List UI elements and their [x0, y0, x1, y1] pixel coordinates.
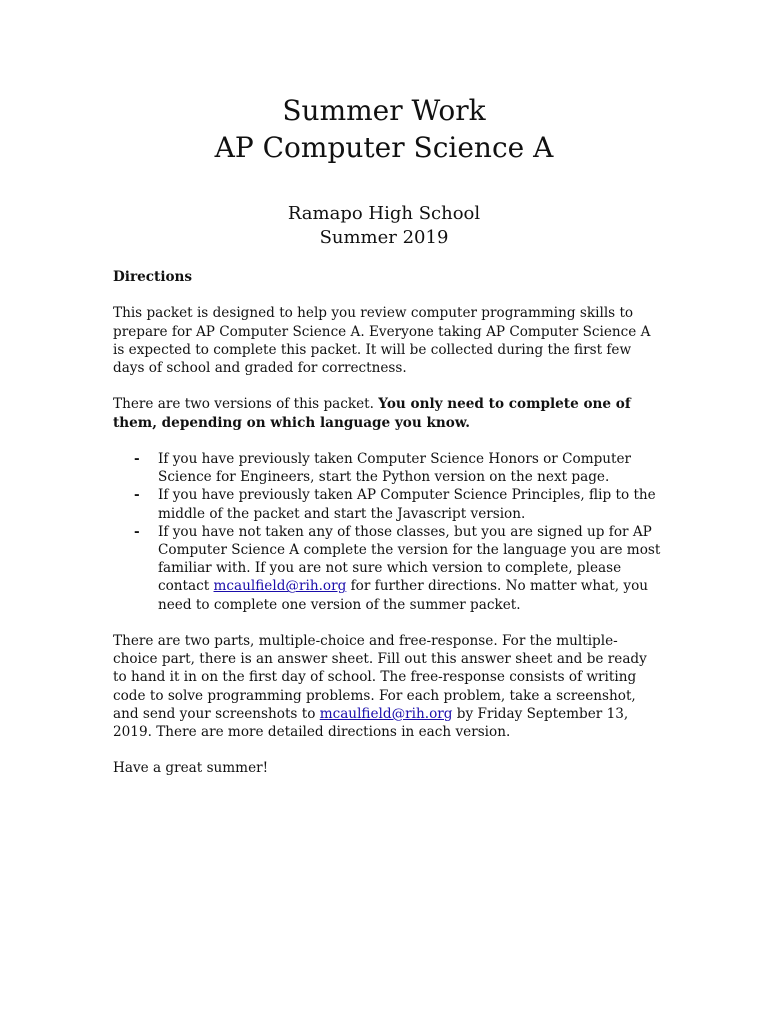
versions-bold-text: You only need to complete one of them, depending on which language you know.: [113, 396, 631, 431]
versions-paragraph: [113, 395, 661, 431]
term: Summer 2019: [319, 227, 449, 248]
school-name: Ramapo High School: [287, 203, 481, 224]
email-link[interactable]: mcaulfield@rih.org: [319, 705, 453, 722]
bullet-dash: -: [134, 523, 140, 540]
bullet-dash: -: [134, 487, 140, 504]
bullet-list: [113, 450, 661, 614]
title-line-1: Summer Work: [282, 94, 486, 127]
bullet-text-after: for further directions. No matter what, you need to complete one version of the summer packet.: [158, 578, 649, 613]
bullet-text-before: If you have not taken any of those classes, but you are signed up for AP Computer Science A complete the version for the language you are most familiar with. If you are not sure which version to complete, please contact: [158, 523, 661, 595]
subtitle-block: [0, 202, 768, 250]
bullet-text: If you have previously taken AP Computer Science Principles, flip to the middle of the packet and start the Javascript version.: [158, 487, 656, 522]
bullet-text: If you have previously taken Computer Science Honors or Computer Science for Engineers, start the Python version on the next page.: [158, 450, 632, 486]
intro-paragraph: This packet is designed to help you review computer programming skills to prepare for AP Computer Science A. Everyone taking AP Computer Science A is expected to complete this packet. It will be collected during the first few days of school and graded for correctness.: [113, 305, 651, 376]
list-item: [113, 486, 661, 522]
parts-text-before: There are two parts, multiple-choice and free-response. For the multiple-choice part, there is an answer sheet. Fill out this answer sheet and be ready to hand it in on the first day of school. The free-response consists of writing code to solve programming problems. For each problem, take a screenshot, and send your screenshots to: [113, 633, 647, 722]
title-line-2: AP Computer Science A: [214, 131, 554, 164]
versions-text: There are two versions of this packet.: [113, 396, 379, 413]
title-block: [0, 92, 768, 166]
list-item: [113, 450, 661, 486]
closing-line: Have a great summer!: [113, 760, 269, 777]
directions-heading: Directions: [113, 269, 193, 285]
document-body: [113, 268, 661, 796]
bullet-dash: -: [134, 450, 140, 467]
list-item: [113, 523, 661, 614]
parts-paragraph: [113, 632, 661, 741]
parts-text-after: by Friday September 13, 2019. There are more detailed directions in each version.: [113, 705, 629, 741]
email-link[interactable]: mcaulfield@rih.org: [213, 578, 347, 595]
